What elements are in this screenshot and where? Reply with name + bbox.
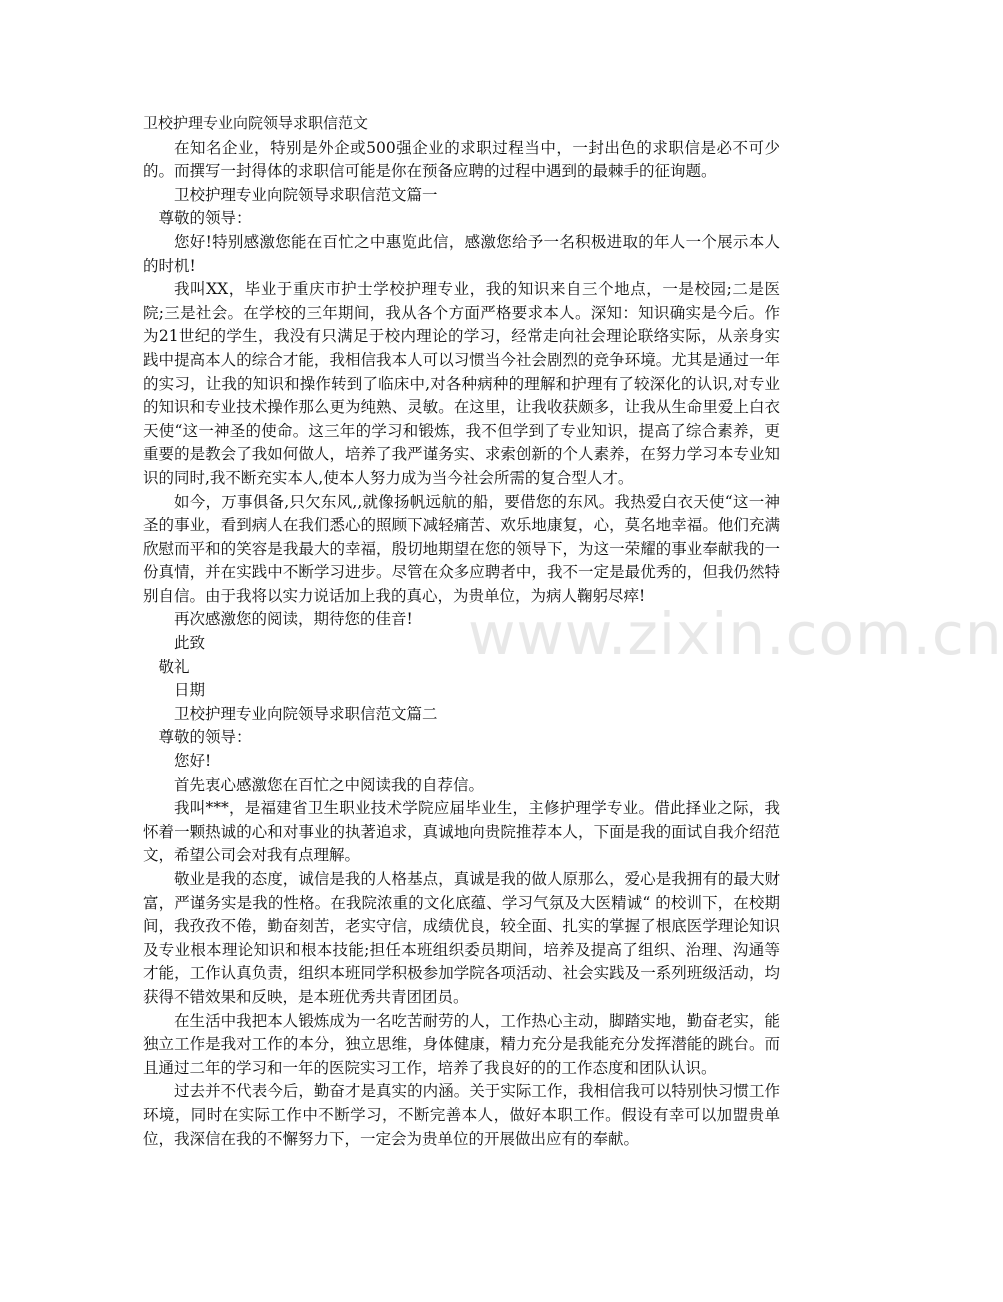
part1-closing-1: 此致 bbox=[174, 634, 206, 653]
part2-greeting: 您好! bbox=[174, 752, 212, 771]
part2-paragraph-3: 敬业是我的态度，诚信是我的人格基点，真诚是我的做人原那么，爱心是我拥有的最大财富，严谨务实是我的性格。在我院浓重的文化底蕴、学习气氛及大医精诚“ 的校训下，在校期间，我孜孜不倦，勤奋刻苦，老实守信，成绩优良，较全面、扎实的掌握了根底医学理论知识及专业根本理论知识和根本技能;担任本班组织委员期间，培养及提高了组织、治理、沟通等才能，工作认真负责，组织本班同学积极参加学院各项活动、社会实践及一系列班级活动，均获得不错效果和反映，是本班优秀共青团团员。 bbox=[143, 870, 780, 1006]
part1-paragraph-4: 再次感激您的阅读，期待您的佳音! bbox=[174, 610, 413, 629]
part1-paragraph-2: 我叫XX，毕业于重庆市护士学校护理专业，我的知识来自三个地点，一是校园;二是医院;三是社会。在学校的三年期间，我从各个方面严格要求本人。深知：知识确实是今后。作为21世纪的学生，我没有只满足于校内理论的学习，经常走向社会理论联络实际，从亲身实践中提高本人的综合才能，我相信我本人可以习惯当今社会剧烈的竞争环境。尤其是通过一年的实习，让我的知识和操作转到了临床中,对各种病种的理解和护理有了较深化的认识,对专业的知识和专业技术操作那么更为纯熟、灵敏。在这里，让我收获颇多，让我从生命里爱上白衣天使“这一神圣的使命。这三年的学习和锻炼，我不但学到了专业知识，提高了综合素养，更重要的是教会了我如何做人，培养了我严谨务实、求索创新的个人素养，在努力学习本专业知识的同时,我不断充实本人,使本人努力成为当今社会所需的复合型人才。 bbox=[143, 280, 780, 487]
part1-heading: 卫校护理专业向院领导求职信范文篇一 bbox=[174, 185, 438, 204]
part1-paragraph-1: 您好!特别感激您能在百忙之中惠览此信，感激您给予一名积极进取的年人一个展示本人的时机! bbox=[143, 232, 780, 275]
part1-salutation: 尊敬的领导： bbox=[158, 209, 252, 228]
document-page bbox=[143, 112, 780, 1151]
part1-paragraph-3: 如今，万事俱备,只欠东风,,就像扬帆远航的船，要借您的东风。我热爱白衣天使“这一神圣的事业，看到病人在我们悉心的照顾下减轻痛苦、欢乐地康复，心，莫名地幸福。他们充满欣慰而平和的笑容是我最大的幸福，殷切地期望在您的领导下，为这一荣耀的事业奉献我的一份真情，并在实践中不断学习进步。尽管在众多应聘者中，我不一定是最优秀的，但我仍然特别自信。由于我将以实力说话加上我的真心，为贵单位，为病人鞠躬尽瘁! bbox=[143, 492, 780, 605]
part1-closing-2: 敬礼 bbox=[158, 657, 190, 676]
watermark-text: www.zixin.com.cn bbox=[468, 600, 1003, 668]
part2-heading: 卫校护理专业向院领导求职信范文篇二 bbox=[174, 704, 438, 723]
part2-paragraph-1: 首先衷心感激您在百忙之中阅读我的自荐信。 bbox=[174, 775, 485, 794]
part2-paragraph-4: 在生活中我把本人锻炼成为一名吃苦耐劳的人，工作热心主动，脚踏实地，勤奋老实，能独立工作是我对工作的本分，独立思维，身体健康，精力充分是我能充分发挥潜能的跳台。而且通过二年的学习和一年的医院实习工作，培养了我良好的的工作态度和团队认识。 bbox=[143, 1011, 780, 1077]
intro-paragraph: 在知名企业，特别是外企或500强企业的求职过程当中，一封出色的求职信是必不可少的。而撰写一封得体的求职信可能是你在预备应聘的过程中遇到的最棘手的征询题。 bbox=[143, 138, 780, 181]
document-title: 卫校护理专业向院领导求职信范文 bbox=[143, 114, 369, 132]
part2-salutation: 尊敬的领导： bbox=[158, 728, 252, 747]
part2-paragraph-2: 我叫***，是福建省卫生职业技术学院应届毕业生，主修护理学专业。借此择业之际，我怀着一颗热诚的心和对事业的执著追求，真诚地向贵院推荐本人，下面是我的面试自我介绍范文，希望公司会对我有点理解。 bbox=[143, 799, 780, 865]
part2-paragraph-5: 过去并不代表今后，勤奋才是真实的内涵。关于实际工作，我相信我可以特别快习惯工作环境，同时在实际工作中不断学习，不断完善本人，做好本职工作。假设有幸可以加盟贵单位，我深信在我的不懈努力下，一定会为贵单位的开展做出应有的奉献。 bbox=[143, 1082, 780, 1148]
part1-date: 日期 bbox=[174, 681, 206, 700]
